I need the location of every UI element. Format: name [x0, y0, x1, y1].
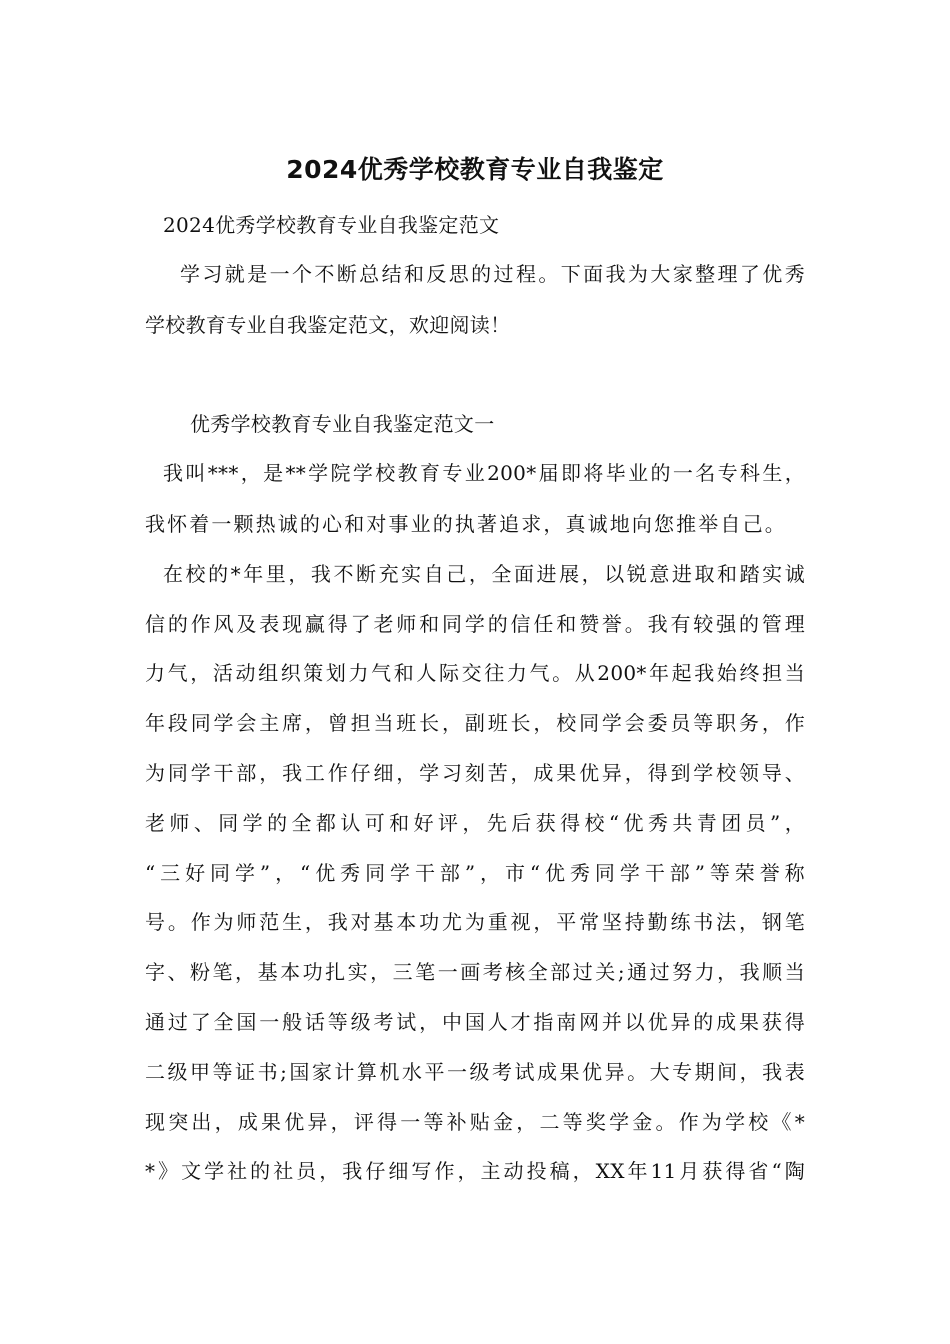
paragraph-line: 我怀着一颗热诚的心和对事业的执著追求，真诚地向您推举自己。	[145, 512, 785, 536]
paragraph-line: 二级甲等证书;国家计算机水平一级考试成果优异。大专期间，我表	[145, 1060, 805, 1084]
paragraph-line: 为同学干部，我工作仔细，学习刻苦，成果优异，得到学校领导、	[145, 761, 805, 785]
paragraph-line: 号。作为师范生，我对基本功尤为重视，平常坚持勤练书法，钢笔	[145, 910, 805, 934]
intro-line: 学校教育专业自我鉴定范文，欢迎阅读！	[145, 313, 511, 337]
paragraph-line: 我叫***，是**学院学校教育专业200*届即将毕业的一名专科生，	[163, 461, 805, 485]
paragraph-line: 信的作风及表现赢得了老师和同学的信任和赞誉。我有较强的管理	[145, 612, 805, 636]
paragraph-line: 字、粉笔，基本功扎实，三笔一画考核全部过关;通过努力，我顺当	[145, 960, 805, 984]
intro-line: 学习就是一个不断总结和反思的过程。下面我为大家整理了优秀	[180, 262, 805, 286]
section-heading: 优秀学校教育专业自我鉴定范文一	[190, 412, 495, 436]
paragraph-line: 在校的*年里，我不断充实自己，全面进展，以锐意进取和踏实诚	[163, 562, 805, 586]
paragraph-line: 力气，活动组织策划力气和人际交往力气。从200*年起我始终担当	[145, 661, 805, 685]
paragraph-line: 现突出，成果优异，评得一等补贴金，二等奖学金。作为学校《*	[145, 1110, 805, 1134]
document-title: 2024优秀学校教育专业自我鉴定	[286, 155, 664, 184]
paragraph-line: 通过了全国一般话等级考试，中国人才指南网并以优异的成果获得	[145, 1010, 805, 1034]
paragraph-line: 老师、同学的全都认可和好评，先后获得校“优秀共青团员”，	[145, 811, 805, 835]
paragraph-line: “三好同学”，“优秀同学干部”，市“优秀同学干部”等荣誉称	[145, 861, 805, 885]
paragraph-line: 年段同学会主席，曾担当班长，副班长，校同学会委员等职务，作	[145, 711, 805, 735]
document-subtitle: 2024优秀学校教育专业自我鉴定范文	[163, 213, 500, 237]
paragraph-line: *》文学社的社员，我仔细写作，主动投稿，XX年11月获得省“陶	[145, 1159, 805, 1183]
